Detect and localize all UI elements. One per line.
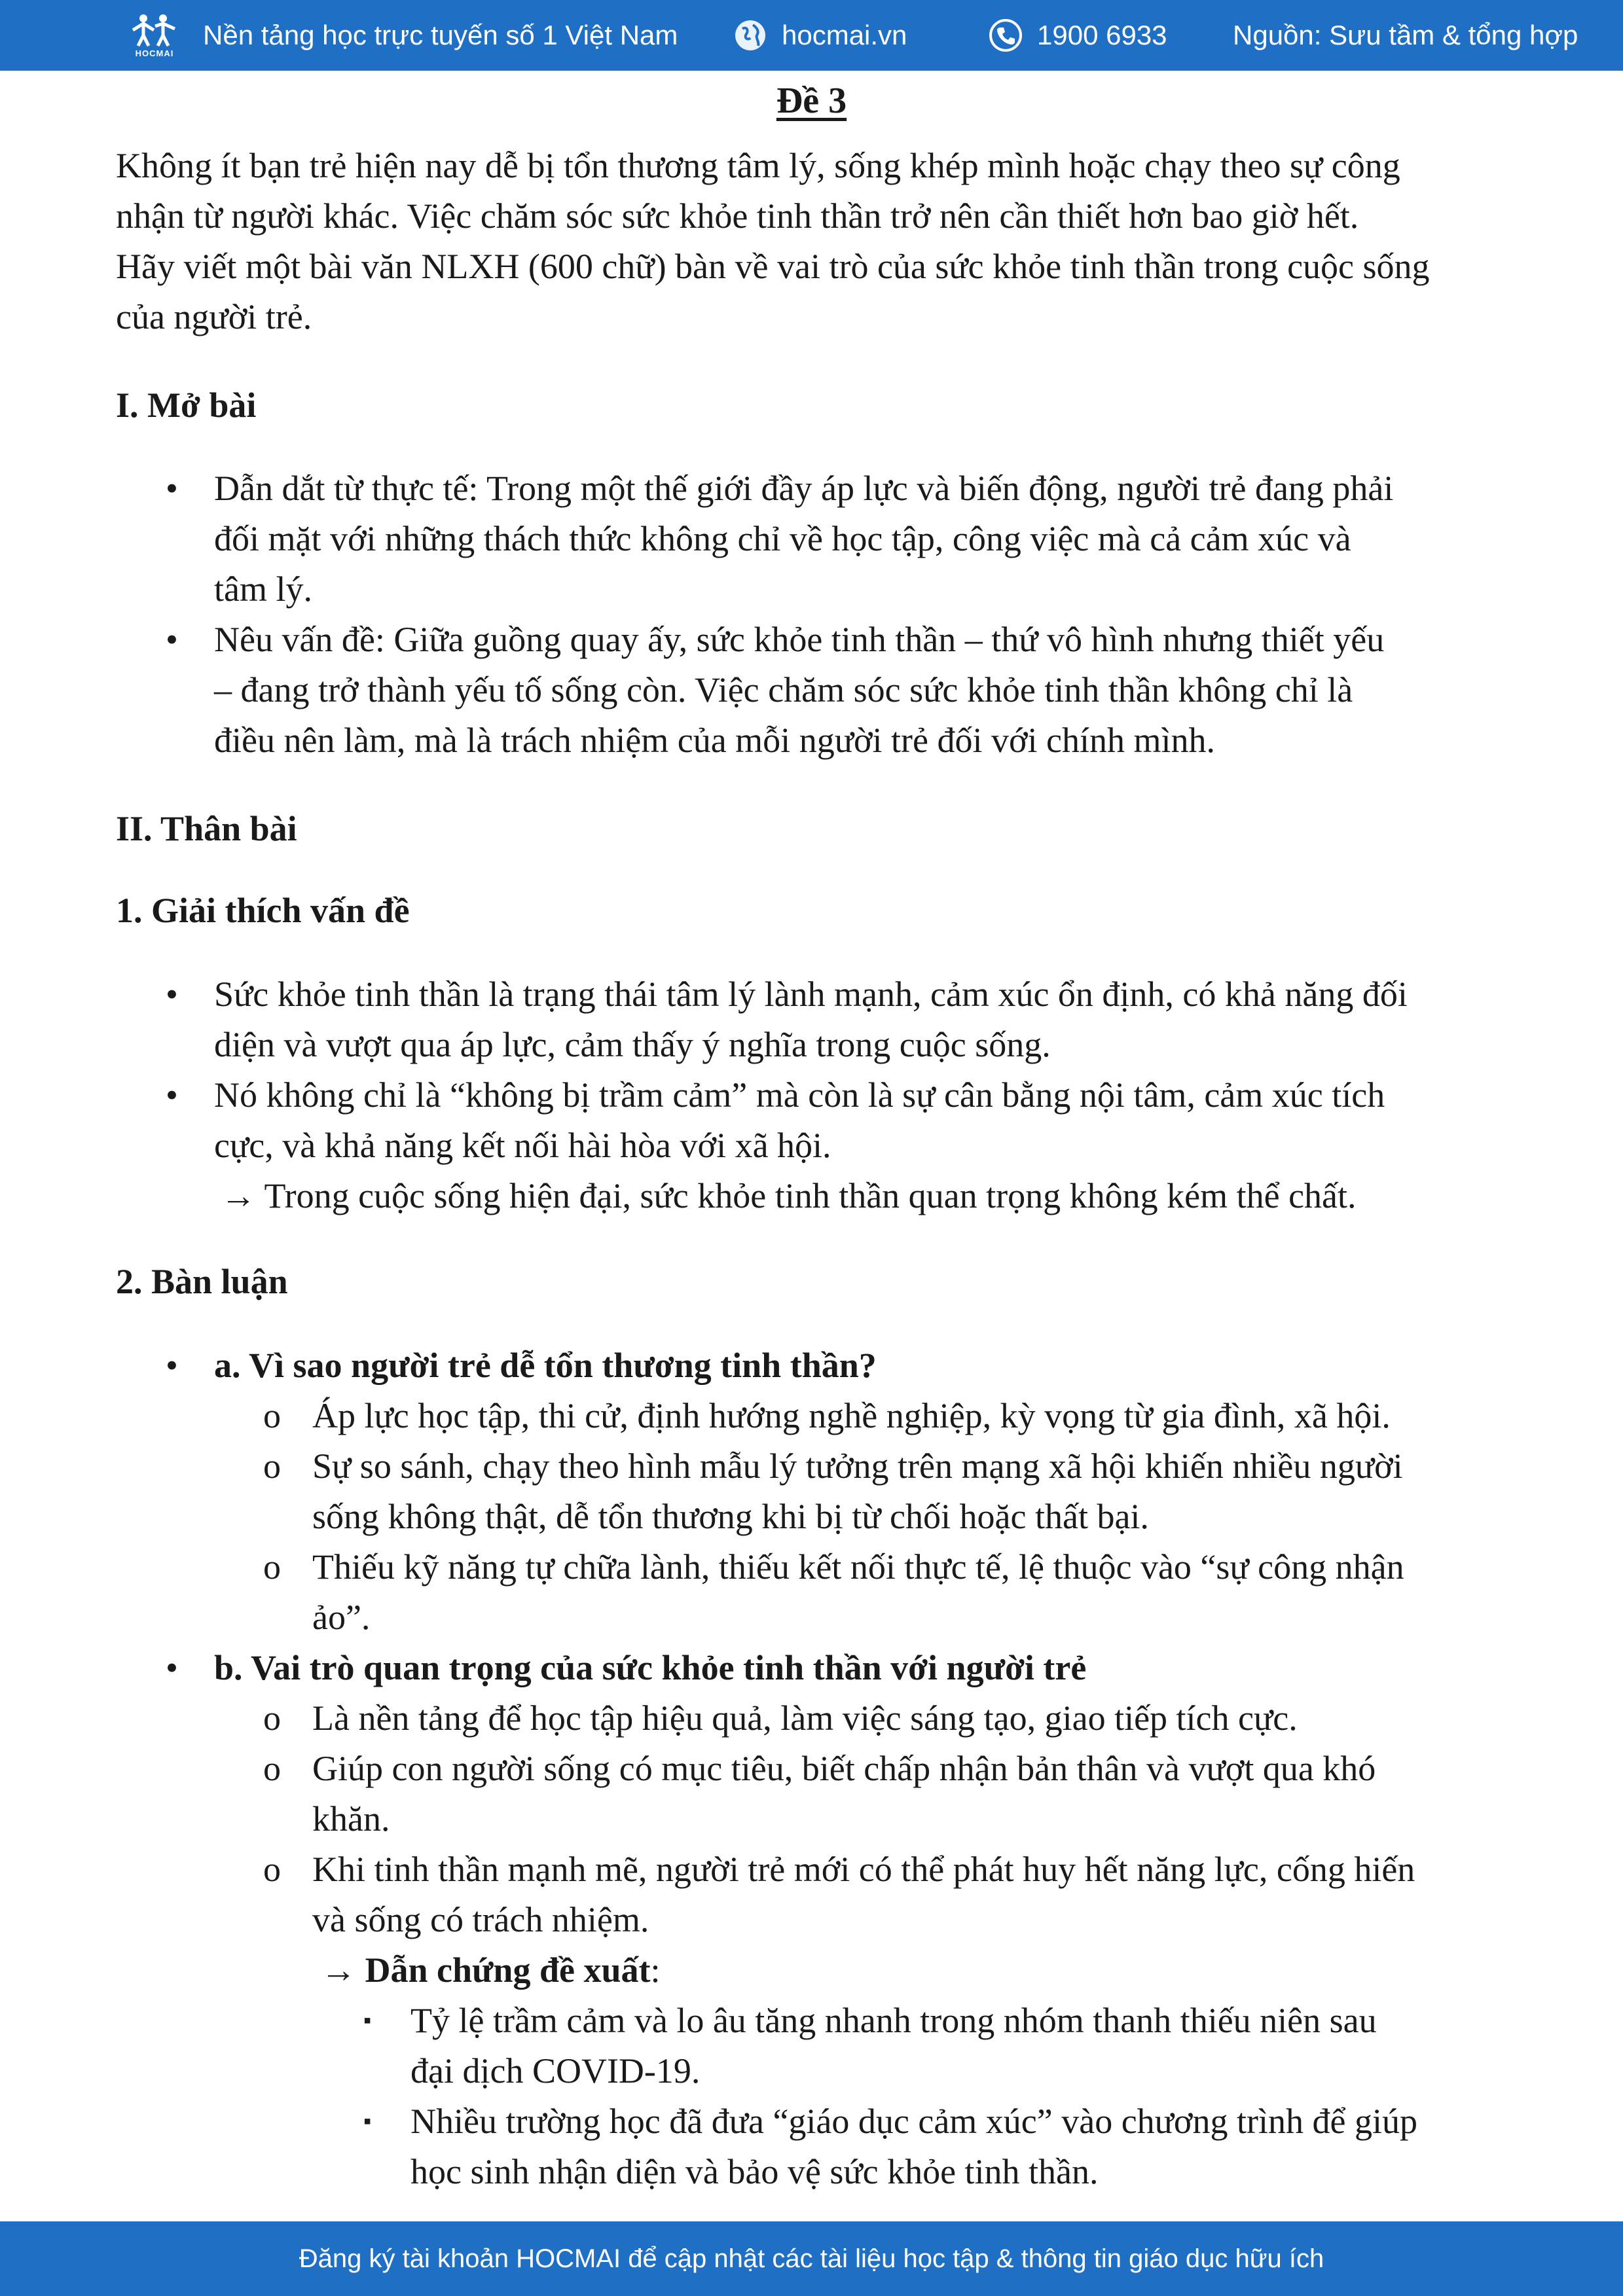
sub-item-line: Sự so sánh, chạy theo hình mẫu lý tưởng trên mạng xã hội khiến nhiều người [312, 1446, 1403, 1486]
evidence-line: đại dịch COVID-19. [410, 2051, 701, 2090]
square-bullet: ▪ [363, 2009, 372, 2033]
circle-bullet: o [263, 1446, 281, 1486]
point-b-title: b. Vai trò quan trọng của sức khỏe tinh thần với người trẻ [214, 1648, 1087, 1687]
top-banner [0, 0, 1623, 71]
logo-text: HOCMAI [135, 48, 174, 58]
section-heading-than-bai: II. Thân bài [116, 809, 297, 848]
evidence-label: → Dẫn chứng đề xuất [321, 1950, 651, 1990]
prompt-line-2: nhận từ người khác. Việc chăm sóc sức khỏe tinh thần trở nên cần thiết hơn bao giờ hết. [116, 196, 1359, 236]
list-item-line: cực, và khả năng kết nối hài hòa với xã hội. [214, 1126, 831, 1165]
website-text: hocmai.vn [782, 20, 907, 50]
sub-item-line: Khi tinh thần mạnh mẽ, người trẻ mới có thể phát huy hết năng lực, cống hiến [312, 1850, 1415, 1889]
bullet-dot: • [166, 975, 178, 1014]
circle-bullet: o [263, 1749, 281, 1788]
hocmai-logo[interactable] [124, 5, 185, 65]
circle-bullet: o [263, 1396, 281, 1435]
sub-item-line: khăn. [312, 1799, 390, 1839]
page-title: Đề 3 [776, 81, 847, 121]
phone-text: 1900 6933 [1037, 20, 1167, 50]
footer-text: Đăng ký tài khoản HOCMAI để cập nhật các tài liệu học tập & thông tin giáo dục hữu ích [299, 2244, 1324, 2273]
phone-icon [989, 18, 1023, 52]
list-item-line: Nêu vấn đề: Giữa guồng quay ấy, sức khỏe tinh thần – thứ vô hình nhưng thiết yếu [214, 620, 1385, 659]
footer-banner[interactable] [0, 2221, 1623, 2296]
circle-bullet: o [263, 1698, 281, 1738]
bullet-dot: • [166, 620, 178, 659]
subheading-giai-thich: 1. Giải thích vấn đề [116, 891, 410, 930]
tagline: Nền tảng học trực tuyến số 1 Việt Nam [203, 20, 678, 50]
prompt-line-1: Không ít bạn trẻ hiện nay dễ bị tổn thương tâm lý, sống khép mình hoặc chạy theo sự công [116, 146, 1400, 185]
website-link[interactable] [733, 0, 907, 71]
subheading-ban-luan: 2. Bàn luận [116, 1262, 288, 1301]
prompt-line-3: Hãy viết một bài văn NLXH (600 chữ) bàn về vai trò của sức khỏe tinh thần trong cuộc sống [116, 247, 1430, 286]
list-item-line: – đang trở thành yếu tố sống còn. Việc chăm sóc sức khỏe tinh thần không chỉ là [214, 670, 1353, 709]
globe-icon [733, 18, 767, 52]
sub-item-line: sống không thật, dễ tổn thương khi bị từ chối hoặc thất bại. [312, 1497, 1149, 1536]
logo-figures-icon [129, 13, 180, 47]
conclusion-line: → Trong cuộc sống hiện đại, sức khỏe tinh thần quan trọng không kém thể chất. [221, 1176, 1357, 1215]
list-item-line: tâm lý. [214, 569, 312, 609]
evidence-line: Tỷ lệ trầm cảm và lo âu tăng nhanh trong nhóm thanh thiếu niên sau [410, 2001, 1377, 2040]
list-item-line: Sức khỏe tinh thần là trạng thái tâm lý lành mạnh, cảm xúc ổn định, có khả năng đối [214, 975, 1408, 1014]
bullet-dot: • [166, 1075, 178, 1115]
list-item-line: diện và vượt qua áp lực, cảm thấy ý nghĩa trong cuộc sống. [214, 1025, 1051, 1064]
sub-item-line: Giúp con người sống có mục tiêu, biết chấp nhận bản thân và vượt qua khó [312, 1749, 1376, 1788]
circle-bullet: o [263, 1547, 281, 1587]
bullet-dot: • [166, 1346, 178, 1385]
circle-bullet: o [263, 1850, 281, 1889]
evidence-line: học sinh nhận diện và bảo vệ sức khỏe tinh thần. [410, 2152, 1099, 2191]
sub-item-line: ảo”. [312, 1598, 371, 1637]
bullet-dot: • [166, 1648, 178, 1687]
evidence-line: Nhiều trường học đã đưa “giáo dục cảm xúc” vào chương trình để giúp [410, 2102, 1417, 2141]
list-item-line: Nó không chỉ là “không bị trầm cảm” mà còn là sự cân bằng nội tâm, cảm xúc tích [214, 1075, 1385, 1115]
brand[interactable] [124, 0, 678, 71]
list-item-line: Dẫn dắt từ thực tế: Trong một thế giới đầy áp lực và biến động, người trẻ đang phải [214, 469, 1394, 508]
bullet-dot: • [166, 469, 178, 508]
list-item-line: đối mặt với những thách thức không chỉ về học tập, công việc mà cả cảm xúc và [214, 519, 1351, 558]
point-a-title: a. Vì sao người trẻ dễ tổn thương tinh thần? [214, 1346, 877, 1385]
sub-item-line: Là nền tảng để học tập hiệu quả, làm việc sáng tạo, giao tiếp tích cực. [312, 1698, 1298, 1738]
evidence-colon: : [650, 1950, 661, 1990]
sub-item-line: Thiếu kỹ năng tự chữa lành, thiếu kết nối thực tế, lệ thuộc vào “sự công nhận [312, 1547, 1404, 1587]
source-note: Nguồn: Sưu tầm & tổng hợp [1233, 20, 1578, 50]
evidence-heading [321, 1945, 661, 1996]
sub-item-line: Áp lực học tập, thi cử, định hướng nghề nghiệp, kỳ vọng từ gia đình, xã hội. [312, 1396, 1391, 1435]
sub-item-line: và sống có trách nhiệm. [312, 1900, 649, 1939]
phone-link[interactable] [989, 0, 1167, 71]
list-item-line: điều nên làm, mà là trách nhiệm của mỗi người trẻ đối với chính mình. [214, 721, 1216, 760]
section-heading-mo-bai: I. Mở bài [116, 386, 257, 425]
square-bullet: ▪ [363, 2109, 372, 2134]
prompt-line-4: của người trẻ. [116, 297, 312, 336]
